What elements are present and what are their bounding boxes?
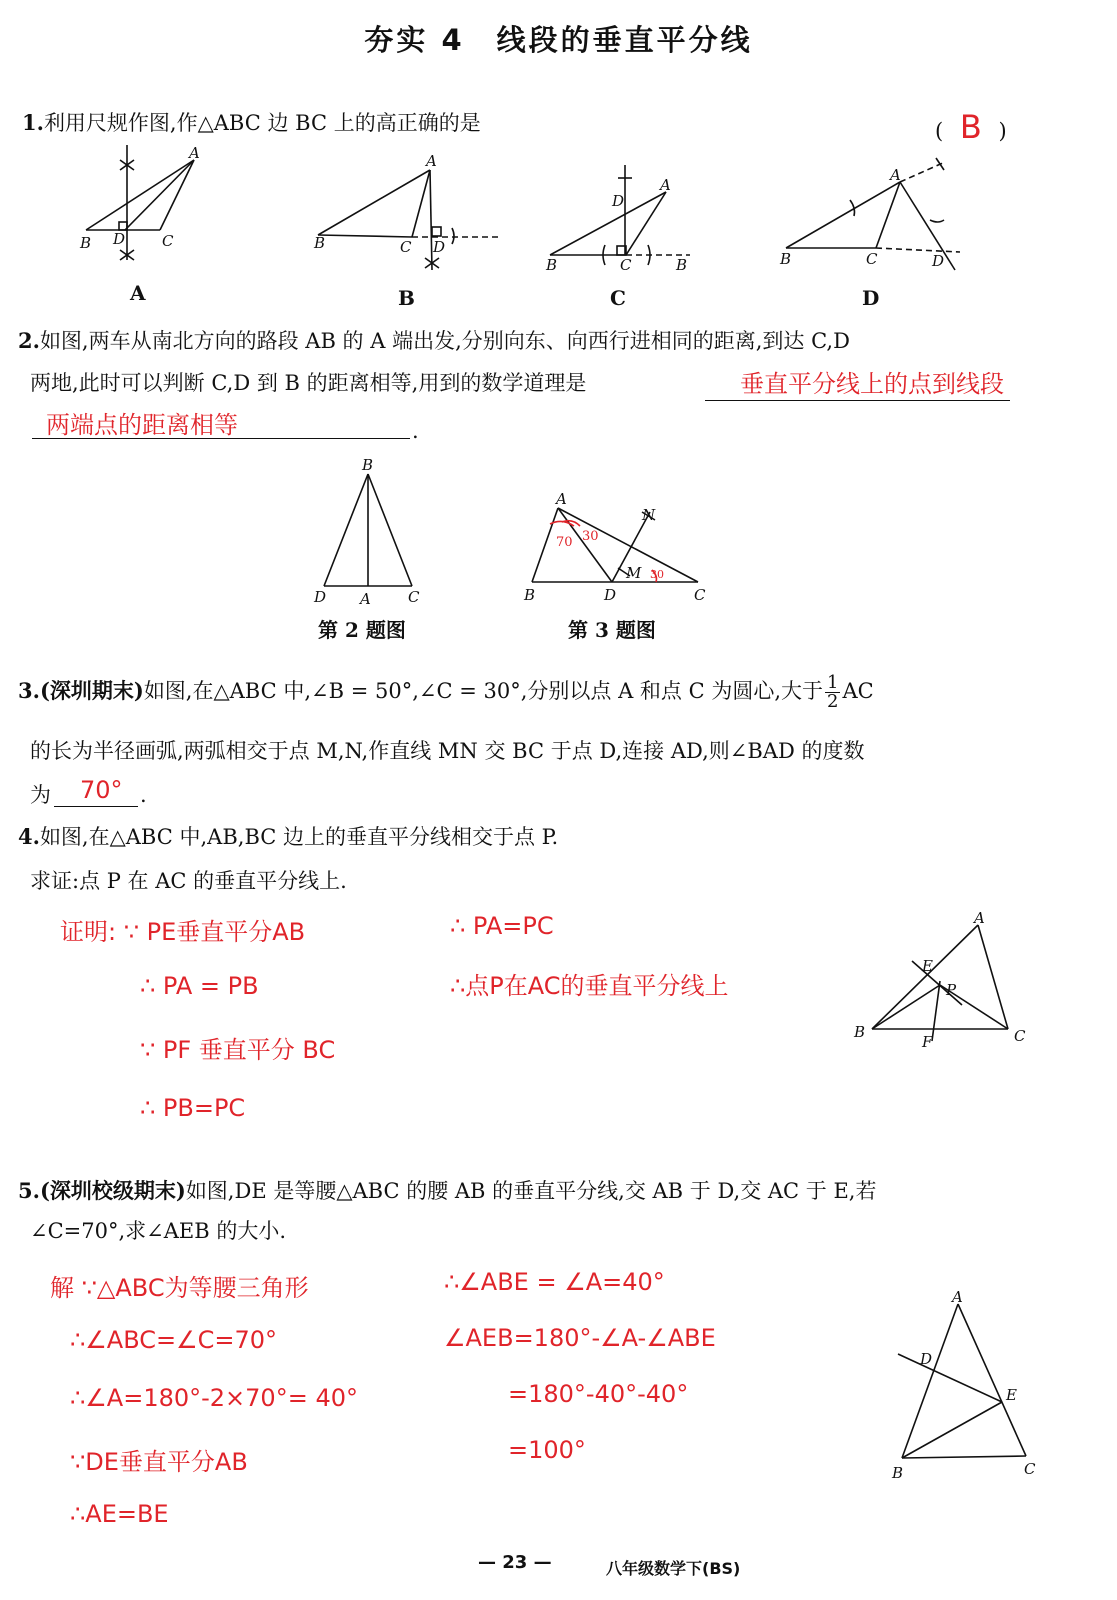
svg-text:B: B xyxy=(524,586,536,604)
svg-text:C: C xyxy=(400,238,412,256)
q1-figure-a xyxy=(86,145,194,260)
svg-text:C: C xyxy=(1024,1460,1036,1478)
q5-solution-line-6: ∴∠ABE = ∠A=40° xyxy=(444,1268,665,1296)
q3-line2: 的长为半径画弧,两弧相交于点 M,N,作直线 MN 交 BC 于点 D,连接 AD,则∠BAD 的度数 xyxy=(30,739,865,763)
svg-text:B: B xyxy=(546,256,558,274)
svg-text:A: A xyxy=(556,490,567,508)
svg-text:F: F xyxy=(922,1033,933,1051)
svg-text:P: P xyxy=(946,981,957,999)
q3-line3-prefix: 为 xyxy=(30,783,51,807)
q2-answer-part1: 垂直平分线上的点到线段 xyxy=(740,370,1004,398)
svg-text:A: A xyxy=(890,166,901,184)
q4-number: 4. xyxy=(18,824,40,849)
svg-text:D: D xyxy=(113,230,126,248)
q3-fig-caption: 第 3 题图 xyxy=(568,618,656,642)
q1-stem xyxy=(22,108,481,138)
q4-proof-line-4: ∴ PB=PC xyxy=(140,1094,246,1122)
svg-text:A: A xyxy=(360,590,371,608)
q1-option-c-label: C xyxy=(610,286,626,310)
q1-answer: B xyxy=(959,108,982,146)
svg-text:B: B xyxy=(854,1023,866,1041)
svg-text:B: B xyxy=(780,250,792,268)
q4-proof-line-1: 证明: ∵ PE垂直平分AB xyxy=(60,918,306,946)
q3-answer-blank xyxy=(54,806,138,807)
q5-solution-line-1: 解 ∵△ABC为等腰三角形 xyxy=(50,1274,309,1302)
svg-text:D: D xyxy=(612,192,625,210)
q5-solution-line-4: ∵DE垂直平分AB xyxy=(70,1448,248,1476)
q5-figure xyxy=(880,1290,1060,1490)
q2-number: 2. xyxy=(18,328,40,353)
q3-fraction: $\frac{1}{2}$ xyxy=(827,672,839,712)
q4-proof-line-2: ∴ PA = PB xyxy=(140,972,259,1000)
svg-text:M: M xyxy=(626,564,642,582)
q4-proof-line-5: ∴ PA=PC xyxy=(450,912,554,940)
q2-figure xyxy=(324,474,412,586)
q2-answer-part2: 两端点的距离相等 xyxy=(46,411,238,439)
q5-solution-line-9: =100° xyxy=(508,1436,586,1464)
q2-q3-figures xyxy=(300,450,760,610)
q1-answer-bracket: ( B ) xyxy=(935,108,1007,146)
svg-text:A: A xyxy=(189,144,200,162)
svg-text:D: D xyxy=(433,238,446,256)
q5-line2: ∠C=70°,求∠AEB 的大小. xyxy=(30,1219,287,1243)
q1-option-a-label: A xyxy=(130,281,146,305)
svg-text:E: E xyxy=(1006,1386,1017,1404)
q2-period: . xyxy=(412,419,419,443)
svg-text:D: D xyxy=(932,252,945,270)
q5-source: (深圳校级期末) xyxy=(39,1178,186,1203)
q3-answer: 70° xyxy=(80,776,123,804)
q1-option-b-label: B xyxy=(398,286,415,310)
q3-period: . xyxy=(140,783,147,807)
q2-line2: 两地,此时可以判断 C,D 到 B 的距离相等,用到的数学道理是 xyxy=(30,371,587,395)
svg-text:N: N xyxy=(642,506,656,524)
q5-number: 5. xyxy=(18,1178,40,1203)
q4-proof-line-3: ∵ PF 垂直平分 BC xyxy=(140,1036,336,1064)
q1-figures xyxy=(0,140,1117,315)
svg-text:C: C xyxy=(408,588,420,606)
svg-text:B: B xyxy=(314,234,326,252)
svg-text:C: C xyxy=(1014,1027,1026,1045)
svg-text:A: A xyxy=(952,1290,963,1306)
q3-mark-30b: 30 xyxy=(650,568,664,581)
svg-text:A: A xyxy=(426,152,437,170)
svg-text:D: D xyxy=(920,1350,933,1368)
svg-text:D: D xyxy=(604,586,617,604)
svg-text:A: A xyxy=(974,909,985,927)
svg-text:A: A xyxy=(660,176,671,194)
q5-solution-line-7: ∠AEB=180°-∠A-∠ABE xyxy=(444,1324,716,1352)
svg-text:C: C xyxy=(694,586,706,604)
svg-text:B: B xyxy=(892,1464,904,1482)
q4-proof-line-6: ∴点P在AC的垂直平分线上 xyxy=(450,972,729,1000)
q3-mark-30a: 30 xyxy=(582,529,599,544)
svg-text:E: E xyxy=(922,957,933,975)
q1-text: 利用尺规作图,作△ABC 边 BC 上的高正确的是 xyxy=(43,111,481,135)
q4-line2: 求证:点 P 在 AC 的垂直平分线上. xyxy=(30,869,347,893)
q5-solution-line-8: =180°-40°-40° xyxy=(508,1380,689,1408)
q5-solution-line-2: ∴∠ABC=∠C=70° xyxy=(70,1326,278,1354)
page-number: — 23 — xyxy=(478,1552,552,1573)
q5-solution-line-5: ∴AE=BE xyxy=(70,1500,169,1528)
q3-line1: 3.(深圳期末)如图,在△ABC 中,∠B = 50°,∠C = 30°,分别以点 A 和点 C 为圆心,大于 $\frac{1}{2}$ AC xyxy=(18,672,874,712)
svg-text:C: C xyxy=(620,256,632,274)
svg-text:B: B xyxy=(676,256,688,274)
svg-text:D: D xyxy=(314,588,327,606)
q2-fig-caption: 第 2 题图 xyxy=(318,618,406,642)
q3-source: (深圳期末) xyxy=(39,678,144,703)
q3-mark-70: 70 xyxy=(556,535,573,550)
q5-solution-line-3: ∴∠A=180°-2×70°= 40° xyxy=(70,1384,358,1412)
q2-answer-blank-1 xyxy=(705,400,1010,401)
svg-text:B: B xyxy=(80,234,92,252)
q2-line1: 2.如图,两车从南北方向的路段 AB 的 A 端出发,分别向东、向西行进相同的距离,到达 C,D xyxy=(18,328,850,353)
q4-line1: 4.如图,在△ABC 中,AB,BC 边上的垂直平分线相交于点 P. xyxy=(18,824,559,849)
q1-number: 1. xyxy=(22,110,44,135)
q3-number: 3. xyxy=(18,678,40,703)
page-title: 夯实 4 线段的垂直平分线 xyxy=(364,23,753,57)
book-name: 八年级数学下(BS) xyxy=(606,1559,741,1578)
svg-text:C: C xyxy=(866,250,878,268)
q5-line1: 5.(深圳校级期末)如图,DE 是等腰△ABC 的腰 AB 的垂直平分线,交 AB 于 D,交 AC 于 E,若 xyxy=(18,1178,877,1203)
q4-figure xyxy=(840,905,1040,1055)
svg-text:C: C xyxy=(162,232,174,250)
q1-option-d-label: D xyxy=(862,286,880,310)
svg-text:B: B xyxy=(362,456,374,474)
